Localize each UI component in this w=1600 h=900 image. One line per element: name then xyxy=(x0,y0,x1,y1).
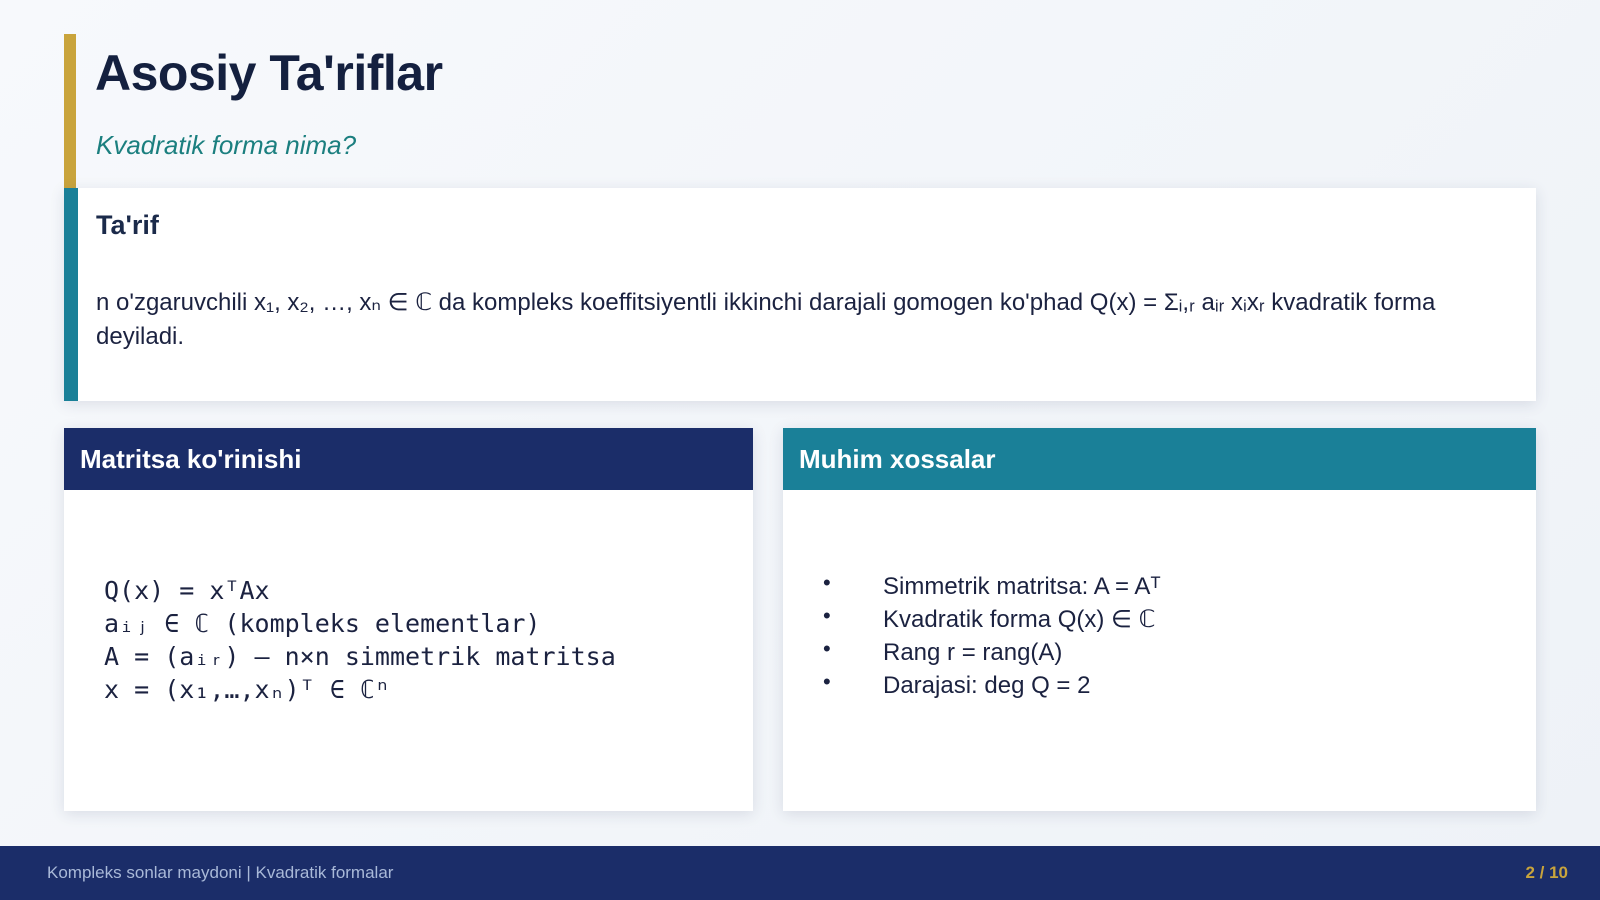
title-accent-bar xyxy=(64,34,76,188)
property-item xyxy=(823,603,1161,636)
property-item xyxy=(823,669,1161,702)
slide-subtitle: Kvadratik forma nima? xyxy=(96,130,357,160)
property-item xyxy=(823,570,1161,603)
formula-line: A = (aᵢᵣ) — n×n simmetrik matritsa xyxy=(104,642,616,671)
properties-panel xyxy=(783,428,1536,811)
bullet-icon: • xyxy=(823,570,831,595)
bullet-icon: • xyxy=(823,669,831,694)
slide-title: Asosiy Ta'riflar xyxy=(95,45,443,101)
properties-panel-title: Muhim xossalar xyxy=(783,428,1536,490)
formula-line: Q(x) = xᵀAx xyxy=(104,576,270,605)
definition-heading: Ta'rif xyxy=(96,210,159,240)
definition-text: n o'zgaruvchili x₁, x₂, …, xₙ ∈ ℂ da kompleks koeffitsiyentli ikkinchi darajali gomogen ko'phad Q(x) = Σᵢ,ᵣ aᵢᵣ xᵢxᵣ kvadratik forma deyiladi. xyxy=(96,289,1436,350)
formula-line: aᵢⱼ ∈ ℂ (kompleks elementlar) xyxy=(104,609,541,638)
page-number: 2 / 10 xyxy=(1525,863,1568,882)
property-text: Simmetrik matritsa: A = Aᵀ xyxy=(883,573,1161,600)
definition-accent-bar xyxy=(64,188,78,401)
matrix-panel-title: Matritsa ko'rinishi xyxy=(64,428,753,490)
property-text: Darajasi: deg Q = 2 xyxy=(883,672,1091,699)
formula-list xyxy=(104,574,616,706)
formula-line: x = (x₁,…,xₙ)ᵀ ∈ ℂⁿ xyxy=(104,675,390,704)
property-text: Rang r = rang(A) xyxy=(883,639,1063,666)
property-text: Kvadratik forma Q(x) ∈ ℂ xyxy=(883,606,1156,633)
bullet-icon: • xyxy=(823,636,831,661)
properties-list xyxy=(823,570,1161,702)
bullet-icon: • xyxy=(823,603,831,628)
definition-card xyxy=(64,188,1536,401)
footer-bar xyxy=(0,846,1600,900)
footer-caption: Kompleks sonlar maydoni | Kvadratik formalar xyxy=(47,863,394,882)
matrix-panel xyxy=(64,428,753,811)
property-item xyxy=(823,636,1161,669)
